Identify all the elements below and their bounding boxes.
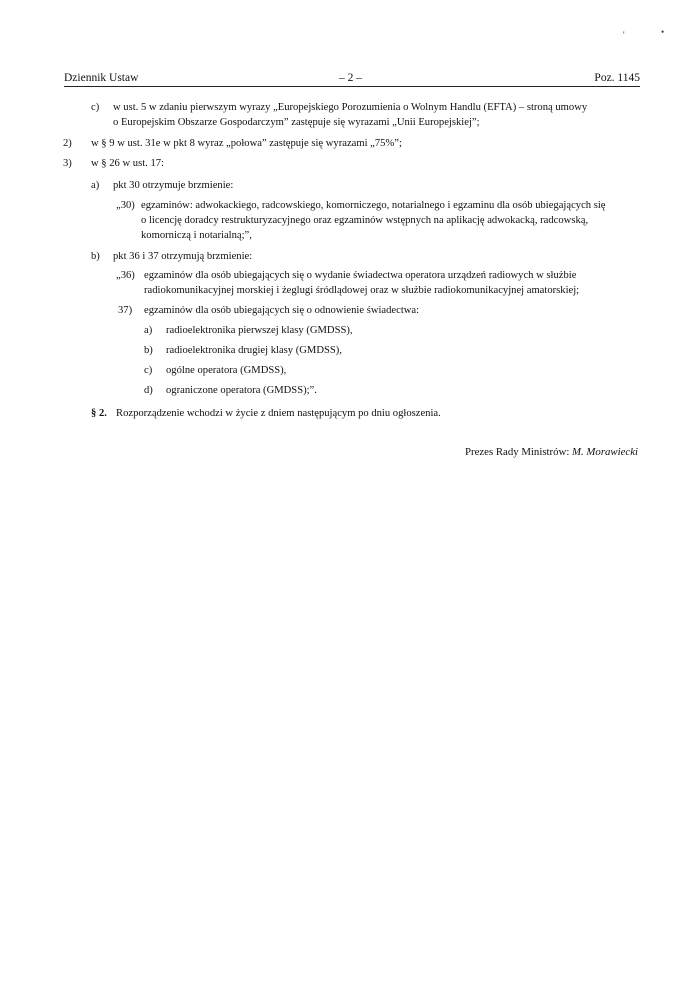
item-3-text: w § 26 w ust. 17: <box>91 158 164 169</box>
item-30-label: „30) <box>116 200 135 211</box>
item-36-line-1: egzaminów dla osób ubiegających się o wydanie świadectwa operatora urządzeń radiowych w służbie <box>144 270 577 281</box>
item-37-label: 37) <box>118 305 133 316</box>
item-37-text: egzaminów dla osób ubiegających się o odnowienie świadectwa: <box>144 305 420 316</box>
item-3-label: 3) <box>63 158 72 169</box>
signatory-role: Prezes Rady Ministrów: <box>464 446 570 458</box>
item-c-line-1: w ust. 5 w zdaniu pierwszym wyrazy „Europejskiego Porozumienia o Wolnym Handlu (EFTA) – stroną umowy <box>113 102 588 113</box>
item-c-label: c) <box>91 102 100 113</box>
sub-item-b-label: b) <box>144 345 153 356</box>
page-header <box>64 66 640 87</box>
sub-item-b-text: radioelektronika drugiej klasy (GMDSS), <box>166 345 342 356</box>
scan-speck: ' <box>623 30 625 40</box>
section-2-label: § 2. <box>91 408 107 419</box>
sub-item-a-label: a) <box>144 325 153 336</box>
item-2-label: 2) <box>63 138 72 149</box>
sub-item-c-label: c) <box>144 365 153 376</box>
page-number: – 2 – <box>339 72 362 84</box>
item-3a-text: pkt 30 otrzymuje brzmienie: <box>113 180 234 191</box>
item-30-line-3: komorniczą i notarialną;”, <box>141 230 252 241</box>
sub-item-d-text: ograniczone operatora (GMDSS);”. <box>166 385 317 396</box>
section-2-text: Rozporządzenie wchodzi w życie z dniem następującym po dniu ogłoszenia. <box>116 408 441 419</box>
sub-item-d-label: d) <box>144 385 153 396</box>
item-36-label: „36) <box>116 270 135 281</box>
item-2-text: w § 9 w ust. 31e w pkt 8 wyraz „połowa” zastępuje się wyrazami „75%”; <box>91 138 402 149</box>
journal-title: Dziennik Ustaw <box>64 72 139 84</box>
position-number: Poz. 1145 <box>594 72 640 84</box>
item-36-line-2: radiokomunikacyjnej morskiej i żeglugi śródlądowej oraz w służbie radiokomunikacyjnej amatorskiej; <box>144 285 580 296</box>
sub-item-a-text: radioelektronika pierwszej klasy (GMDSS), <box>166 325 353 336</box>
item-3b-text: pkt 36 i 37 otrzymują brzmienie: <box>113 251 253 262</box>
item-c-line-2: o Europejskim Obszarze Gospodarczym” zastępuje się wyrazami „Unii Europejskiej”; <box>113 117 480 128</box>
scan-speck: • <box>661 27 665 37</box>
signature <box>465 445 638 460</box>
sub-item-c-text: ogólne operatora (GMDSS), <box>166 365 287 376</box>
item-30-line-1: egzaminów: adwokackiego, radcowskiego, komorniczego, notarialnego i egzaminu dla osób ubiegających się <box>141 200 606 211</box>
item-30-line-2: o licencję doradcy restrukturyzacyjnego oraz egzaminów wstępnych na aplikację adwokacką, radcowską, <box>141 215 589 226</box>
item-3b-label: b) <box>91 251 100 262</box>
signatory-name: M. Morawiecki <box>572 446 638 458</box>
item-3a-label: a) <box>91 180 100 191</box>
